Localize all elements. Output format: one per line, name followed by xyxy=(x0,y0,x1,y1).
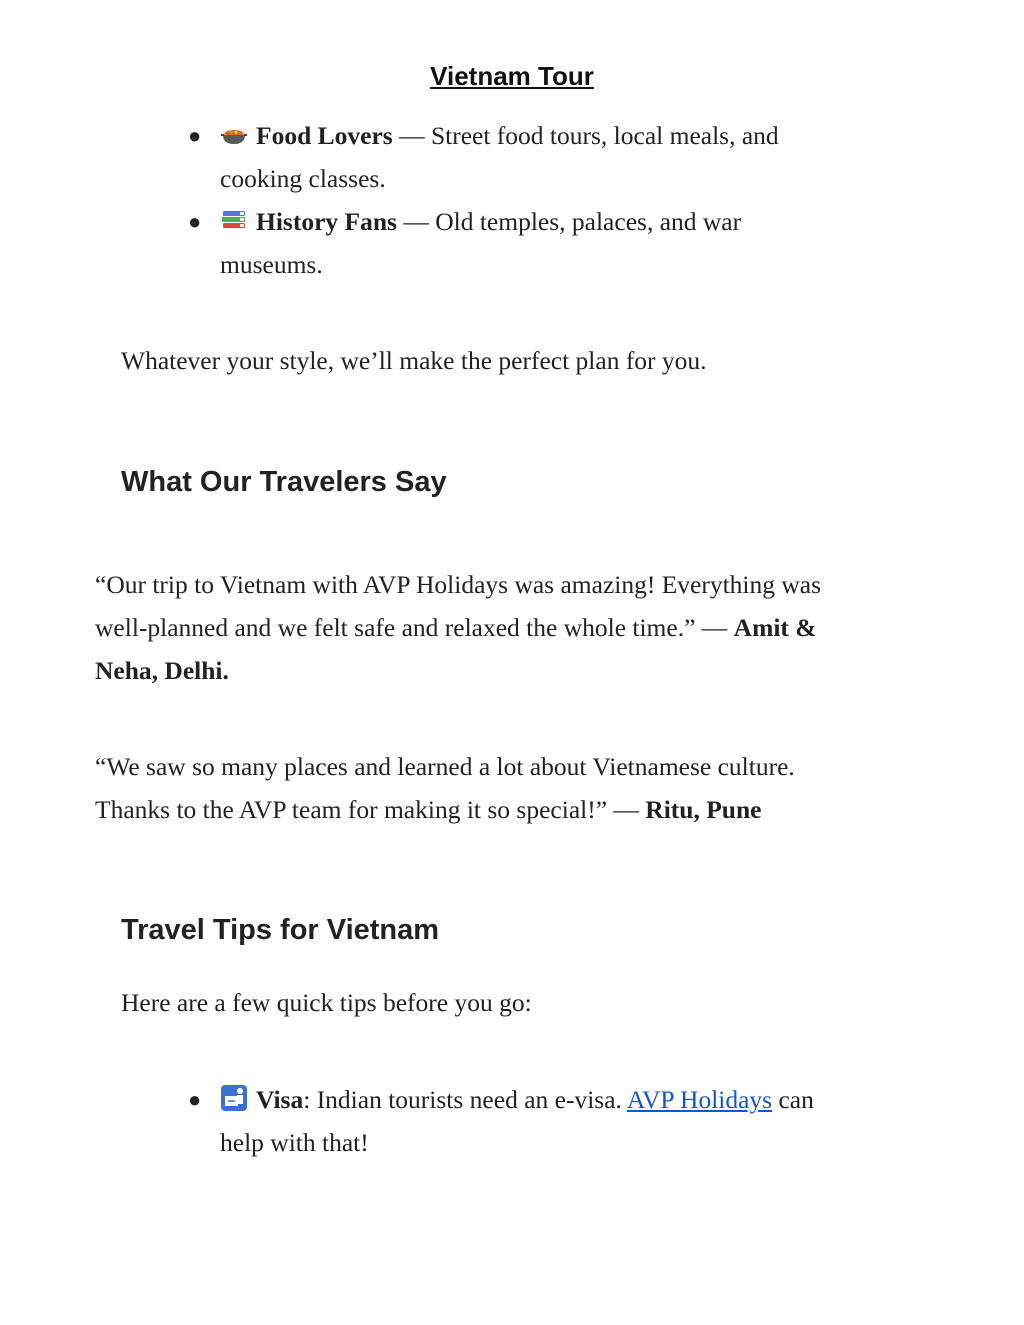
list-item-history-fans xyxy=(188,200,888,286)
testimonial-quote-line: “Our trip to Vietnam with AVP Holidays was amazing! Everything was xyxy=(95,570,822,599)
food-lovers-title: Food Lovers xyxy=(256,121,393,150)
page-title: Vietnam Tour xyxy=(430,61,594,91)
visa-description: : Indian tourists need an e-visa. xyxy=(303,1085,627,1114)
history-fans-description: — Old temples, palaces, and war xyxy=(396,207,742,236)
testimonial-ritu xyxy=(95,745,915,831)
testimonial-author: Amit & xyxy=(733,613,817,642)
food-lovers-description: — Street food tours, local meals, and xyxy=(392,121,779,150)
books-icon xyxy=(220,206,248,234)
testimonial-author: Ritu, Pune xyxy=(645,795,762,824)
visa-description-after-link: can xyxy=(772,1085,814,1114)
history-fans-title: History Fans xyxy=(256,207,397,236)
history-fans-description-cont: museums. xyxy=(220,250,323,279)
testimonial-quote-line: “We saw so many places and learned a lot about Vietnamese culture. xyxy=(95,752,795,781)
passport-control-icon xyxy=(220,1084,248,1112)
cooking-pot-icon xyxy=(220,120,248,148)
visa-title: Visa xyxy=(256,1085,304,1114)
testimonial-quote-line: well-planned and we felt safe and relaxed the whole time.” — xyxy=(95,613,734,642)
tips-intro: Here are a few quick tips before you go: xyxy=(121,988,532,1017)
food-lovers-description-cont: cooking classes. xyxy=(220,164,386,193)
list-item-visa xyxy=(188,1078,888,1164)
testimonial-amit-neha xyxy=(95,563,915,692)
testimonial-author-cont: Neha, Delhi. xyxy=(95,656,229,685)
interests-list xyxy=(188,114,888,286)
bullet-icon: ● xyxy=(188,1087,202,1112)
interests-closing-text: Whatever your style, we’ll make the perfect plan for you. xyxy=(121,346,707,375)
testimonials-heading: What Our Travelers Say xyxy=(121,466,447,498)
avp-holidays-link[interactable]: AVP Holidays xyxy=(626,1085,773,1114)
visa-description-cont: help with that! xyxy=(220,1128,369,1157)
tips-list xyxy=(188,1078,888,1164)
tips-heading: Travel Tips for Vietnam xyxy=(121,914,440,946)
testimonial-quote-line: Thanks to the AVP team for making it so special!” — xyxy=(95,795,646,824)
bullet-icon: ● xyxy=(188,123,202,148)
bullet-icon: ● xyxy=(188,209,202,234)
list-item-food-lovers xyxy=(188,114,888,200)
